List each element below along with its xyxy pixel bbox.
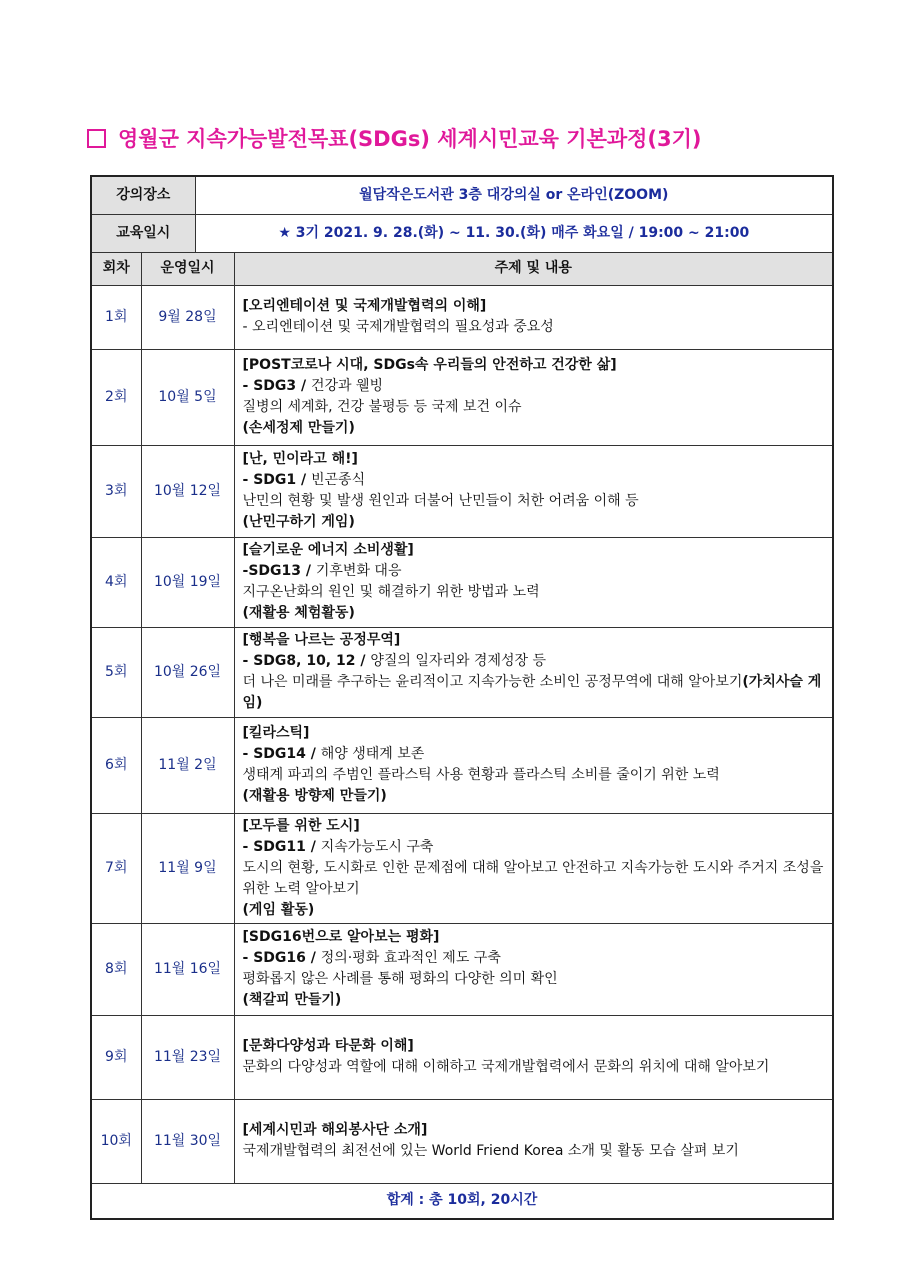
session-content xyxy=(234,537,833,627)
session-number: 5회 xyxy=(91,627,141,717)
session-sdg-code: - SDG3 / xyxy=(242,378,311,394)
session-sdg-goal: 건강과 웰빙 xyxy=(311,378,384,394)
session-content xyxy=(234,813,833,923)
session-row xyxy=(91,285,833,349)
session-activity: (재활용 방향제 만들기) xyxy=(242,788,387,804)
session-content xyxy=(234,627,833,717)
venue-label: 강의장소 xyxy=(91,176,195,214)
session-description xyxy=(243,969,825,990)
col-session-header: 회차 xyxy=(91,252,141,285)
session-activity: (게임 활동) xyxy=(242,901,315,918)
session-content xyxy=(234,923,833,1015)
session-date: 10월 12일 xyxy=(141,445,234,537)
session-content xyxy=(234,349,833,445)
checkbox-square-icon xyxy=(87,129,106,148)
session-sdg-code: - SDG8, 10, 12 / xyxy=(242,653,371,669)
session-title: [문화다양성과 타문화 이해] xyxy=(242,1038,414,1054)
session-row xyxy=(91,445,833,537)
session-activity: (손세정제 만들기) xyxy=(242,420,355,436)
total-text: 합계 : 총 10회, 20시간 xyxy=(91,1183,833,1219)
session-sdg-line xyxy=(243,376,825,397)
session-description xyxy=(243,317,825,338)
session-sdg-goal: 해양 생태계 보존 xyxy=(320,746,425,762)
session-title: [세계시민과 해외봉사단 소개] xyxy=(242,1122,428,1138)
session-activity-inline: (가치사슬 게임) xyxy=(242,674,822,711)
venue-row xyxy=(91,176,833,214)
session-title: [POST코로나 시대, SDGs속 우리들의 안전하고 건강한 삶] xyxy=(242,357,617,373)
session-sdg-line xyxy=(243,948,825,969)
session-description-text: 국제개발협력의 최전선에 있는 World Friend Korea 소개 및 활동 모습 살펴 보기 xyxy=(242,1143,739,1159)
session-number: 2회 xyxy=(91,349,141,445)
session-date: 11월 9일 xyxy=(141,813,234,923)
session-row xyxy=(91,349,833,445)
session-title: [오리엔테이션 및 국제개발협력의 이해] xyxy=(242,298,487,314)
session-description xyxy=(243,672,825,714)
session-description xyxy=(243,491,825,512)
session-content xyxy=(234,1099,833,1183)
session-title: [행복을 나르는 공정무역] xyxy=(242,632,401,648)
session-title: [모두를 위한 도시] xyxy=(242,817,360,834)
session-date: 9월 28일 xyxy=(141,285,234,349)
session-sdg-goal: 빈곤종식 xyxy=(311,472,366,488)
session-sdg-line xyxy=(243,651,825,672)
session-content xyxy=(234,285,833,349)
session-number: 8회 xyxy=(91,923,141,1015)
session-number: 1회 xyxy=(91,285,141,349)
session-date: 11월 23일 xyxy=(141,1015,234,1099)
session-sdg-line xyxy=(243,837,825,858)
session-sdg-code: - SDG14 / xyxy=(242,746,321,762)
session-date: 11월 16일 xyxy=(141,923,234,1015)
session-sdg-code: - SDG1 / xyxy=(242,472,311,488)
session-date: 10월 26일 xyxy=(141,627,234,717)
session-sdg-goal: 정의·평화 효과적인 제도 구축 xyxy=(320,950,501,966)
session-sdg-line xyxy=(243,561,825,582)
session-description-text: 더 나은 미래를 추구하는 윤리적이고 지속가능한 소비인 공정무역에 대해 알아보기 xyxy=(242,674,743,690)
session-description xyxy=(243,858,825,900)
session-title: [슬기로운 에너지 소비생활] xyxy=(242,542,414,558)
date-row xyxy=(91,214,833,252)
session-title: [난, 민이라고 해!] xyxy=(242,451,358,467)
session-sdg-code: - SDG16 / xyxy=(242,950,321,966)
session-number: 7회 xyxy=(91,813,141,923)
session-description-text: 지구온난화의 원인 및 해결하기 위한 방법과 노력 xyxy=(242,584,540,600)
session-description-text: - 오리엔테이션 및 국제개발협력의 필요성과 중요성 xyxy=(242,319,554,335)
session-date: 11월 30일 xyxy=(141,1099,234,1183)
document-title xyxy=(87,121,847,155)
session-row xyxy=(91,537,833,627)
header-row xyxy=(91,252,833,285)
session-row xyxy=(91,1015,833,1099)
col-date-header: 운영일시 xyxy=(141,252,234,285)
session-description-text: 평화롭지 않은 사례를 통해 평화의 다양한 의미 확인 xyxy=(242,971,558,987)
session-description xyxy=(243,765,825,786)
session-date: 11월 2일 xyxy=(141,717,234,813)
session-date: 10월 19일 xyxy=(141,537,234,627)
session-number: 3회 xyxy=(91,445,141,537)
session-sdg-code: -SDG13 / xyxy=(242,563,316,579)
session-number: 4회 xyxy=(91,537,141,627)
session-activity: (난민구하기 게임) xyxy=(242,514,355,530)
session-title: [킬라스틱] xyxy=(242,725,310,741)
session-description-text: 도시의 현황, 도시화로 인한 문제점에 대해 알아보고 안전하고 지속가능한 도시와 주거지 조성을 위한 노력 알아보기 xyxy=(242,859,824,897)
session-activity: (책갈피 만들기) xyxy=(242,992,342,1008)
session-row xyxy=(91,923,833,1015)
session-description-text: 질병의 세계화, 건강 불평등 등 국제 보건 이슈 xyxy=(242,399,522,415)
session-sdg-line xyxy=(243,744,825,765)
session-description xyxy=(243,1057,825,1078)
session-sdg-goal: 양질의 일자리와 경제성장 등 xyxy=(370,653,546,669)
session-row xyxy=(91,1099,833,1183)
session-activity: (재활용 체험활동) xyxy=(242,605,355,621)
session-rows xyxy=(91,285,833,1183)
session-row xyxy=(91,627,833,717)
session-number: 9회 xyxy=(91,1015,141,1099)
session-description-text: 생태계 파괴의 주범인 플라스틱 사용 현황과 플라스틱 소비를 줄이기 위한 노력 xyxy=(242,767,720,783)
session-number: 6회 xyxy=(91,717,141,813)
date-label: 교육일시 xyxy=(91,214,195,252)
session-title: [SDG16번으로 알아보는 평화] xyxy=(242,929,440,945)
session-description xyxy=(243,397,825,418)
session-sdg-code: - SDG11 / xyxy=(242,838,321,855)
session-description xyxy=(243,582,825,603)
total-row xyxy=(91,1183,833,1219)
session-description xyxy=(243,1141,825,1162)
col-topic-header: 주제 및 내용 xyxy=(234,252,833,285)
document-title-text: 영월군 지속가능발전목표(SDGs) 세계시민교육 기본과정(3기) xyxy=(118,127,702,151)
venue-value: 월담작은도서관 3층 대강의실 or 온라인(ZOOM) xyxy=(195,176,833,214)
session-row xyxy=(91,813,833,923)
session-content xyxy=(234,445,833,537)
session-content xyxy=(234,717,833,813)
session-sdg-goal: 기후변화 대응 xyxy=(315,563,402,579)
schedule-table xyxy=(90,175,834,1220)
session-description-text: 문화의 다양성과 역할에 대해 이해하고 국제개발협력에서 문화의 위치에 대해 알아보기 xyxy=(242,1059,770,1075)
session-content xyxy=(234,1015,833,1099)
date-value: ★ 3기 2021. 9. 28.(화) ~ 11. 30.(화) 매주 화요일 / 19:00 ~ 21:00 xyxy=(195,214,833,252)
session-description-text: 난민의 현황 및 발생 원인과 더불어 난민들이 처한 어려움 이해 등 xyxy=(242,493,639,509)
session-number: 10회 xyxy=(91,1099,141,1183)
session-sdg-goal: 지속가능도시 구축 xyxy=(320,838,434,855)
session-row xyxy=(91,717,833,813)
session-sdg-line xyxy=(243,470,825,491)
session-date: 10월 5일 xyxy=(141,349,234,445)
